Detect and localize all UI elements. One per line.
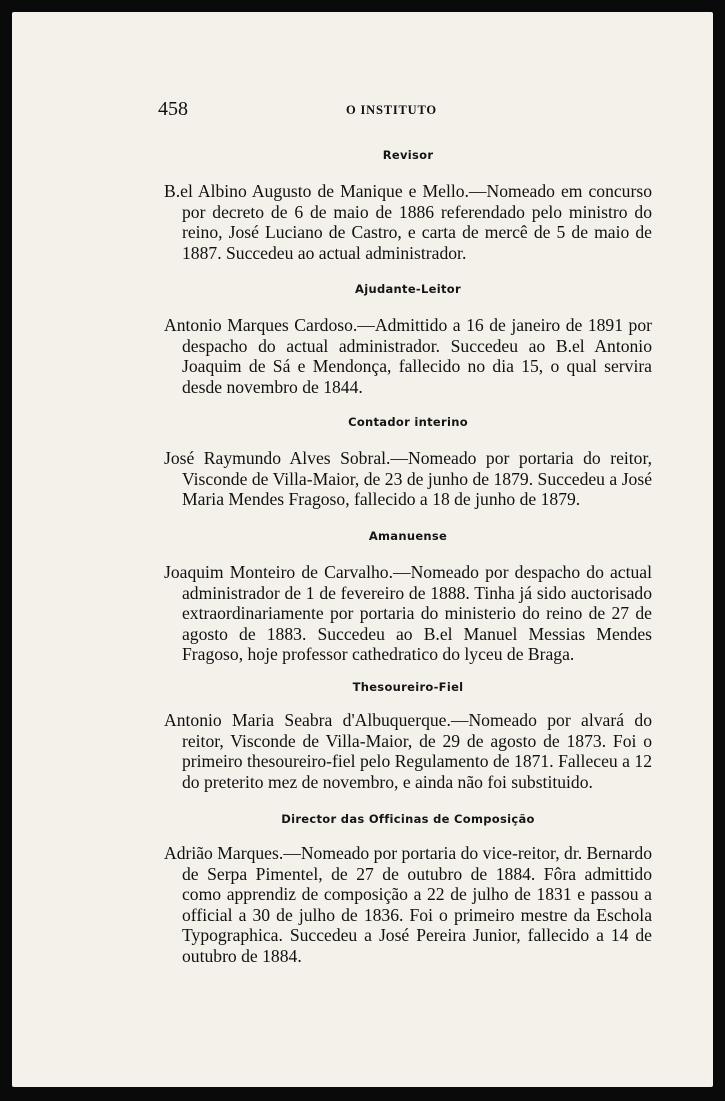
page-number: 458	[158, 98, 188, 120]
page-header	[158, 98, 648, 122]
section-heading: Amanuense	[368, 529, 448, 543]
section-contador-interino	[164, 415, 652, 510]
running-title: O INSTITUTO	[346, 103, 437, 117]
section-director-officinas	[164, 812, 652, 966]
section-entry: Joaquim Monteiro de Carvalho.—Nomeado por despacho do actual administrador de 1 de fevereiro de 1888. Tinha já sido auctorisado extraordinariamente por portaria do ministerio do reino de 27 de agosto de 1883. Succedeu ao B.el Manuel Messias Mendes Fragoso, hoje professor cathedratico do lyceu de Braga.	[164, 562, 652, 664]
section-entry: José Raymundo Alves Sobral.—Nomeado por portaria do reitor, Visconde de Villa-Maior, de 23 de junho de 1879. Succedeu a José Maria Mendes Fragoso, fallecido a 18 de junho de 1879.	[164, 448, 652, 509]
section-revisor	[164, 148, 652, 263]
book-page	[12, 12, 713, 1087]
section-entry: B.el Albino Augusto de Manique e Mello.—Nomeado em concurso por decreto de 6 de maio de 1886 referendado pelo ministro do reino, José Luciano de Castro, e carta de mercê de 5 de maio de 1887. Succedeu ao actual administrador.	[164, 181, 652, 263]
section-amanuense	[164, 529, 652, 665]
section-heading: Ajudante-Leitor	[355, 282, 461, 296]
section-thesoureiro-fiel	[164, 680, 652, 792]
section-ajudante-leitor	[164, 282, 652, 397]
section-heading: Contador interino	[348, 415, 468, 429]
section-heading: Director das Officinas de Composição	[281, 812, 535, 826]
section-heading: Revisor	[382, 148, 434, 162]
section-entry: Antonio Maria Seabra d'Albuquerque.—Nomeado por alvará do reitor, Visconde de Villa-Maior, de 29 de agosto de 1873. Foi o primeiro thesoureiro-fiel pelo Regulamento de 1871. Falleceu a 12 do preterito mez de novembro, e ainda não foi substituido.	[164, 710, 652, 792]
section-entry: Adrião Marques.—Nomeado por portaria do vice-reitor, dr. Bernardo de Serpa Pimentel, de 27 de outubro de 1884. Fôra admittido como apprendiz de composição a 22 de julho de 1831 e passou a official a 30 de julho de 1836. Foi o primeiro mestre da Eschola Typographica. Succedeu a José Pereira Junior, fallecido a 14 de outubro de 1884.	[164, 843, 652, 966]
section-entry: Antonio Marques Cardoso.—Admittido a 16 de janeiro de 1891 por despacho do actual administrador. Succedeu ao B.el Antonio Joaquim de Sá e Mendonça, fallecido no dia 15, o qual servira desde novembro de 1844.	[164, 315, 652, 397]
section-heading: Thesoureiro-Fiel	[352, 680, 464, 694]
